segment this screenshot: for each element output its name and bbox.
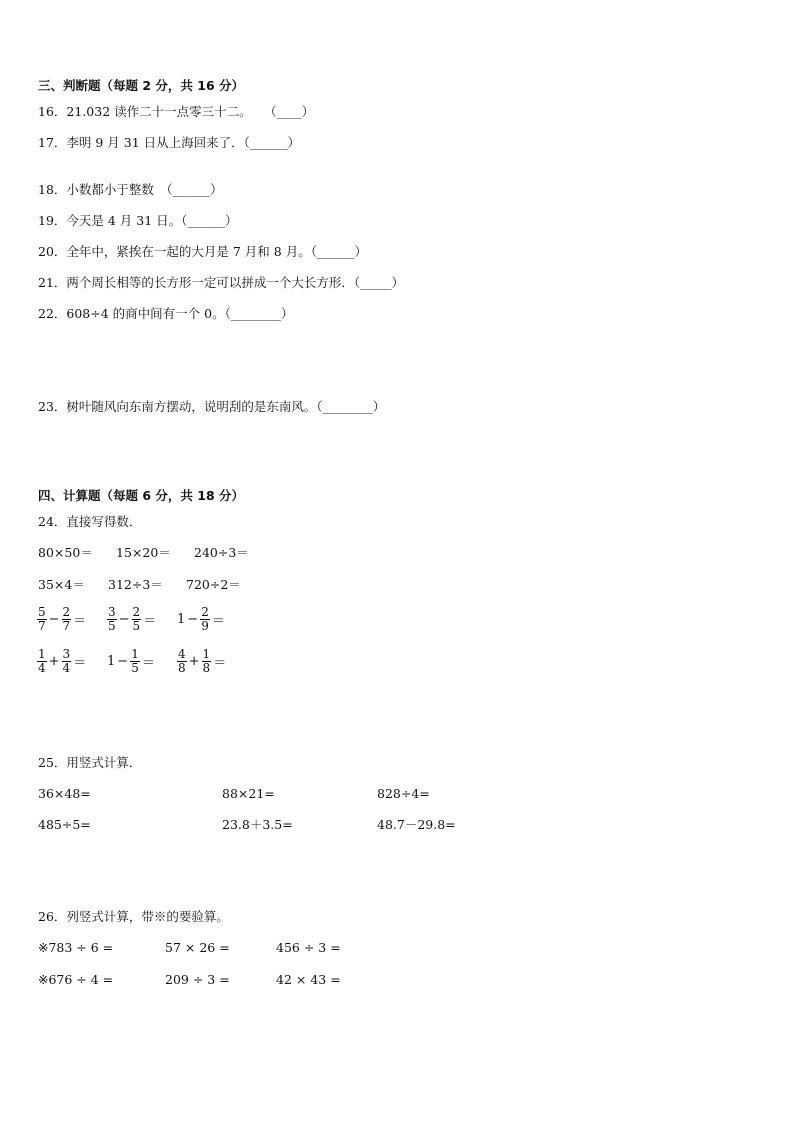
calc-item: 240÷3＝	[194, 545, 249, 560]
paren-open: （	[316, 399, 323, 414]
denominator: 7	[38, 619, 46, 633]
denominator: 8	[178, 661, 186, 675]
answer-blank[interactable]: ______	[249, 135, 288, 150]
question-16	[38, 104, 314, 120]
whole-number: 1	[107, 654, 116, 669]
fraction	[62, 606, 72, 633]
numerator: 2	[132, 605, 141, 619]
answer-blank[interactable]: ________	[322, 399, 373, 414]
question-text: 21．两个周长相等的长方形一定可以拼成一个大长方形．	[38, 275, 354, 290]
answer-blank[interactable]: ______	[187, 213, 225, 228]
calc-item: ※676 ÷ 4 =	[38, 972, 114, 987]
question-24-title: 24．直接写得数．	[38, 514, 142, 529]
question-text: 18．小数都小于整数	[38, 182, 154, 197]
question-text: 20．全年中，紧挨在一起的大月是 7 月和 8 月。	[38, 244, 311, 259]
denominator: 5	[108, 619, 116, 633]
equals-sign: ＝	[73, 614, 87, 629]
fraction-expression	[36, 606, 87, 633]
numerator: 2	[62, 605, 71, 619]
calc-item: 828÷4=	[377, 786, 430, 801]
numerator: 1	[202, 647, 211, 661]
numerator: 5	[38, 605, 46, 619]
paren-open: （	[310, 244, 317, 259]
paren-open: （	[181, 213, 188, 228]
calc-item: ※783 ÷ 6 =	[38, 940, 114, 955]
question-25-title: 25．用竖式计算．	[38, 755, 142, 770]
fraction	[37, 648, 47, 675]
numerator: 4	[178, 647, 186, 661]
fraction-expression	[36, 648, 87, 675]
question-22	[38, 306, 293, 322]
operator: +	[188, 654, 200, 669]
calc-item: 48.7－29.8=	[377, 817, 456, 832]
question-text: 23．树叶随风向东南方摆动，说明刮的是东南风。	[38, 399, 317, 414]
operator: −	[117, 654, 129, 669]
paren-close: ）	[287, 135, 300, 150]
operator: +	[48, 654, 60, 669]
question-20	[38, 244, 367, 260]
equals-sign: ＝	[211, 614, 225, 629]
paren-close: ）	[224, 213, 238, 228]
fraction	[202, 648, 212, 675]
paren-close: ）	[372, 399, 386, 414]
answer-blank[interactable]: ________	[230, 306, 281, 321]
numerator: 1	[131, 647, 139, 661]
equals-sign: ＝	[73, 656, 87, 671]
calc-item: 88×21=	[222, 786, 275, 801]
operator: −	[118, 612, 130, 627]
paren-close: ）	[210, 182, 223, 197]
question-text: 17．李明 9 月 31 日从上海回来了．	[38, 135, 244, 150]
calc-item: 15×20＝	[116, 545, 171, 560]
question-26-title: 26．列竖式计算，带※的要验算。	[38, 909, 229, 924]
fraction	[177, 648, 187, 675]
numerator: 1	[38, 647, 46, 661]
calc-item: 35×4＝	[38, 577, 85, 592]
section-4-heading: 四、计算题（每题 6 分，共 18 分）	[38, 488, 245, 503]
calc-item: 57 × 26 =	[165, 940, 230, 955]
fraction-expression	[106, 648, 156, 675]
question-text: 19．今天是 4 月 31 日。	[38, 213, 182, 228]
calc-item: 42 × 43 =	[276, 972, 341, 987]
whole-number: 1	[177, 612, 186, 627]
answer-blank[interactable]: ______	[316, 244, 355, 259]
paren-open: （	[243, 135, 250, 150]
fraction-expression	[176, 648, 227, 675]
answer-blank[interactable]: _____	[360, 275, 392, 290]
equals-sign: ＝	[143, 614, 157, 629]
section-3-heading: 三、判断题（每题 2 分，共 16 分）	[38, 78, 245, 93]
numerator: 3	[62, 647, 71, 661]
numerator: 2	[201, 605, 209, 619]
denominator: 9	[201, 619, 209, 633]
calc-item: 36×48=	[38, 786, 91, 801]
question-17	[38, 135, 300, 151]
operator: −	[48, 612, 60, 627]
fraction	[132, 606, 142, 633]
paren-open: （	[153, 182, 173, 197]
answer-blank[interactable]: ____	[276, 104, 302, 119]
paren-open: （	[353, 275, 361, 290]
denominator: 5	[132, 619, 141, 633]
question-text: 16．21.032 读作二十一点零三十二。	[38, 104, 246, 119]
equals-sign: ＝	[141, 656, 155, 671]
calc-item: 456 ÷ 3 =	[276, 940, 341, 955]
fraction	[107, 606, 117, 633]
calc-item: 485÷5=	[38, 817, 91, 832]
calc-item: 23.8＋3.5=	[222, 817, 293, 832]
equals-sign: ＝	[213, 656, 227, 671]
numerator: 3	[108, 605, 116, 619]
fraction	[200, 606, 210, 633]
denominator: 4	[38, 661, 46, 675]
fraction	[62, 648, 72, 675]
calc-item: 312÷3＝	[108, 577, 163, 592]
fraction	[37, 606, 47, 633]
paren-open: （	[224, 306, 231, 321]
calc-item: 209 ÷ 3 =	[165, 972, 230, 987]
paren-close: ）	[391, 275, 404, 290]
question-19	[38, 213, 237, 229]
answer-blank[interactable]: ______	[172, 182, 211, 197]
fraction	[130, 648, 140, 675]
question-21	[38, 275, 404, 291]
denominator: 4	[62, 661, 71, 675]
denominator: 7	[62, 619, 71, 633]
calc-item: 80×50＝	[38, 545, 93, 560]
question-23	[38, 399, 385, 415]
denominator: 8	[202, 661, 211, 675]
fraction-expression	[106, 606, 157, 633]
operator: −	[187, 612, 199, 627]
paren-open: （	[245, 104, 277, 119]
paren-close: ）	[301, 104, 315, 119]
paren-close: ）	[280, 306, 294, 321]
paren-close: ）	[354, 244, 367, 259]
question-text: 22．608÷4 的商中间有一个 0。	[38, 306, 225, 321]
calc-item: 720÷2＝	[186, 577, 241, 592]
question-18	[38, 182, 223, 198]
denominator: 5	[131, 661, 139, 675]
fraction-expression	[176, 606, 226, 633]
